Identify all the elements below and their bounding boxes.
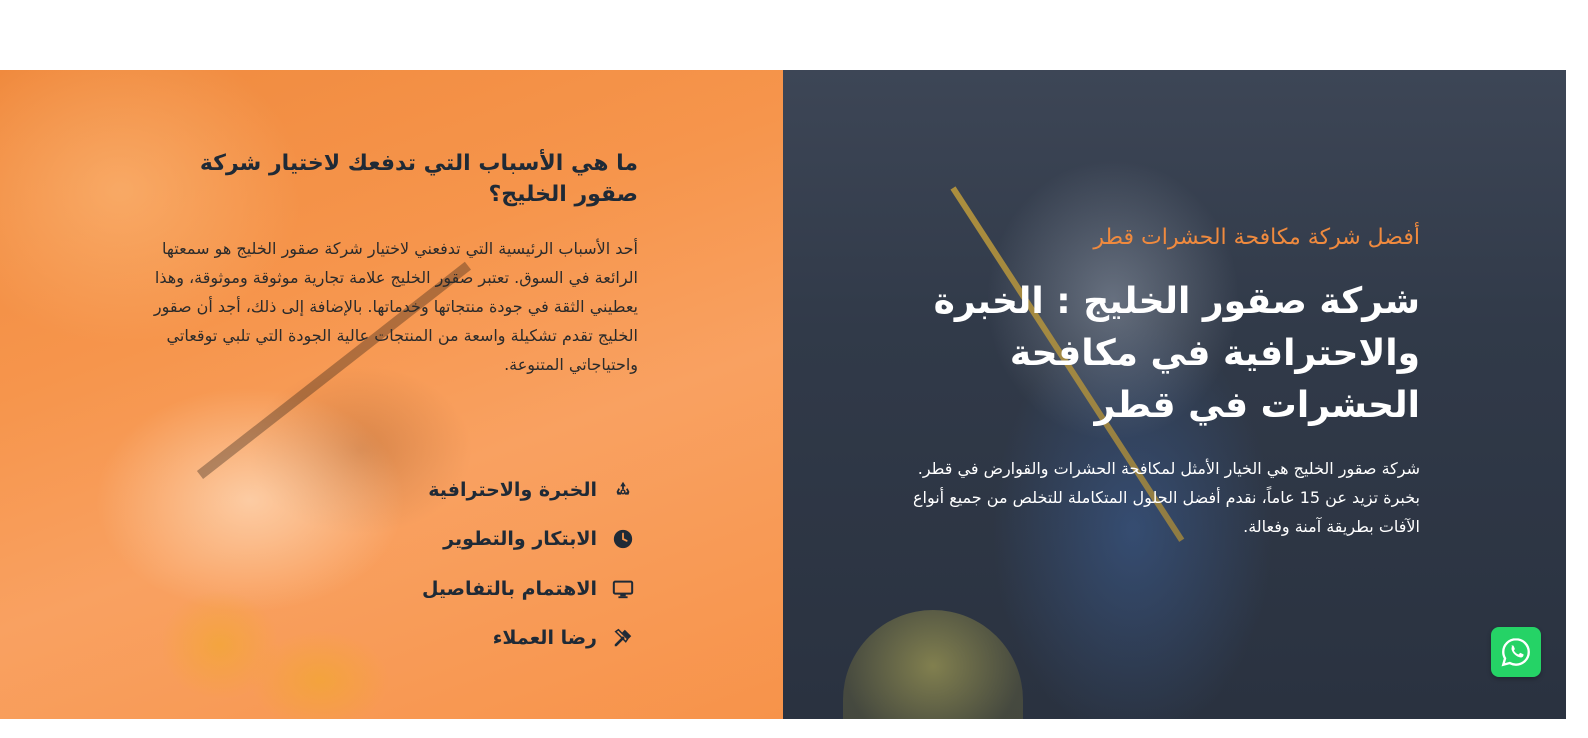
recycle-icon bbox=[611, 478, 635, 502]
hero-panel bbox=[783, 70, 1566, 719]
hero-kicker: أفضل شركة مكافحة الحشرات قطر bbox=[1093, 225, 1420, 250]
desktop-icon bbox=[611, 577, 635, 601]
hero-content bbox=[908, 220, 1420, 541]
feature-item-details bbox=[422, 564, 635, 614]
background-glove bbox=[250, 630, 390, 719]
feature-label: رضا العملاء bbox=[492, 627, 597, 650]
feature-label: الابتكار والتطوير bbox=[443, 528, 597, 551]
whatsapp-icon bbox=[1499, 635, 1533, 669]
feature-item-satisfaction bbox=[422, 614, 635, 664]
feature-item-innovation bbox=[422, 515, 635, 565]
hero-paragraph: شركة صقور الخليج هي الخيار الأمثل لمكافحة الحشرات والقوارض في قطر. بخبرة تزيد عن 15 عاماً، نقدم أفضل الحلول المتكاملة للتخلص من جميع أنواع الآفات بطريقة آمنة وفعالة. bbox=[912, 459, 1420, 536]
hero-title: شركة صقور الخليج : الخبرة والاحترافية في مكافحة الحشرات في قطر bbox=[933, 281, 1420, 426]
reasons-content bbox=[138, 148, 638, 379]
features-list bbox=[422, 465, 635, 663]
background-sprayer-tank bbox=[843, 610, 1023, 719]
reasons-panel bbox=[0, 70, 783, 719]
feature-item-expertise bbox=[422, 465, 635, 515]
clock-icon bbox=[611, 527, 635, 551]
reasons-heading: ما هي الأسباب التي تدفعك لاختيار شركة صقور الخليج؟ bbox=[199, 151, 638, 207]
whatsapp-button[interactable] bbox=[1491, 627, 1541, 677]
feature-label: الخبرة والاحترافية bbox=[428, 478, 597, 501]
tools-icon bbox=[611, 626, 635, 650]
feature-label: الاهتمام بالتفاصيل bbox=[421, 577, 597, 600]
why-choose-section bbox=[0, 70, 1566, 719]
reasons-paragraph: أحد الأسباب الرئيسية التي تدفعني لاختيار شركة صقور الخليج هو سمعتها الرائعة في السوق. تعتبر صقور الخليج علامة تجارية موثوقة وموثوقة، وهذا يعطيني الثقة في جودة منتجاتها وخدماتها. بالإضافة إلى ذلك، أجد أن صقور الخليج تقدم تشكيلة واسعة من المنتجات عالية الجودة التي تلبي توقعاتي واحتياجاتي المتنوعة. bbox=[153, 239, 638, 374]
